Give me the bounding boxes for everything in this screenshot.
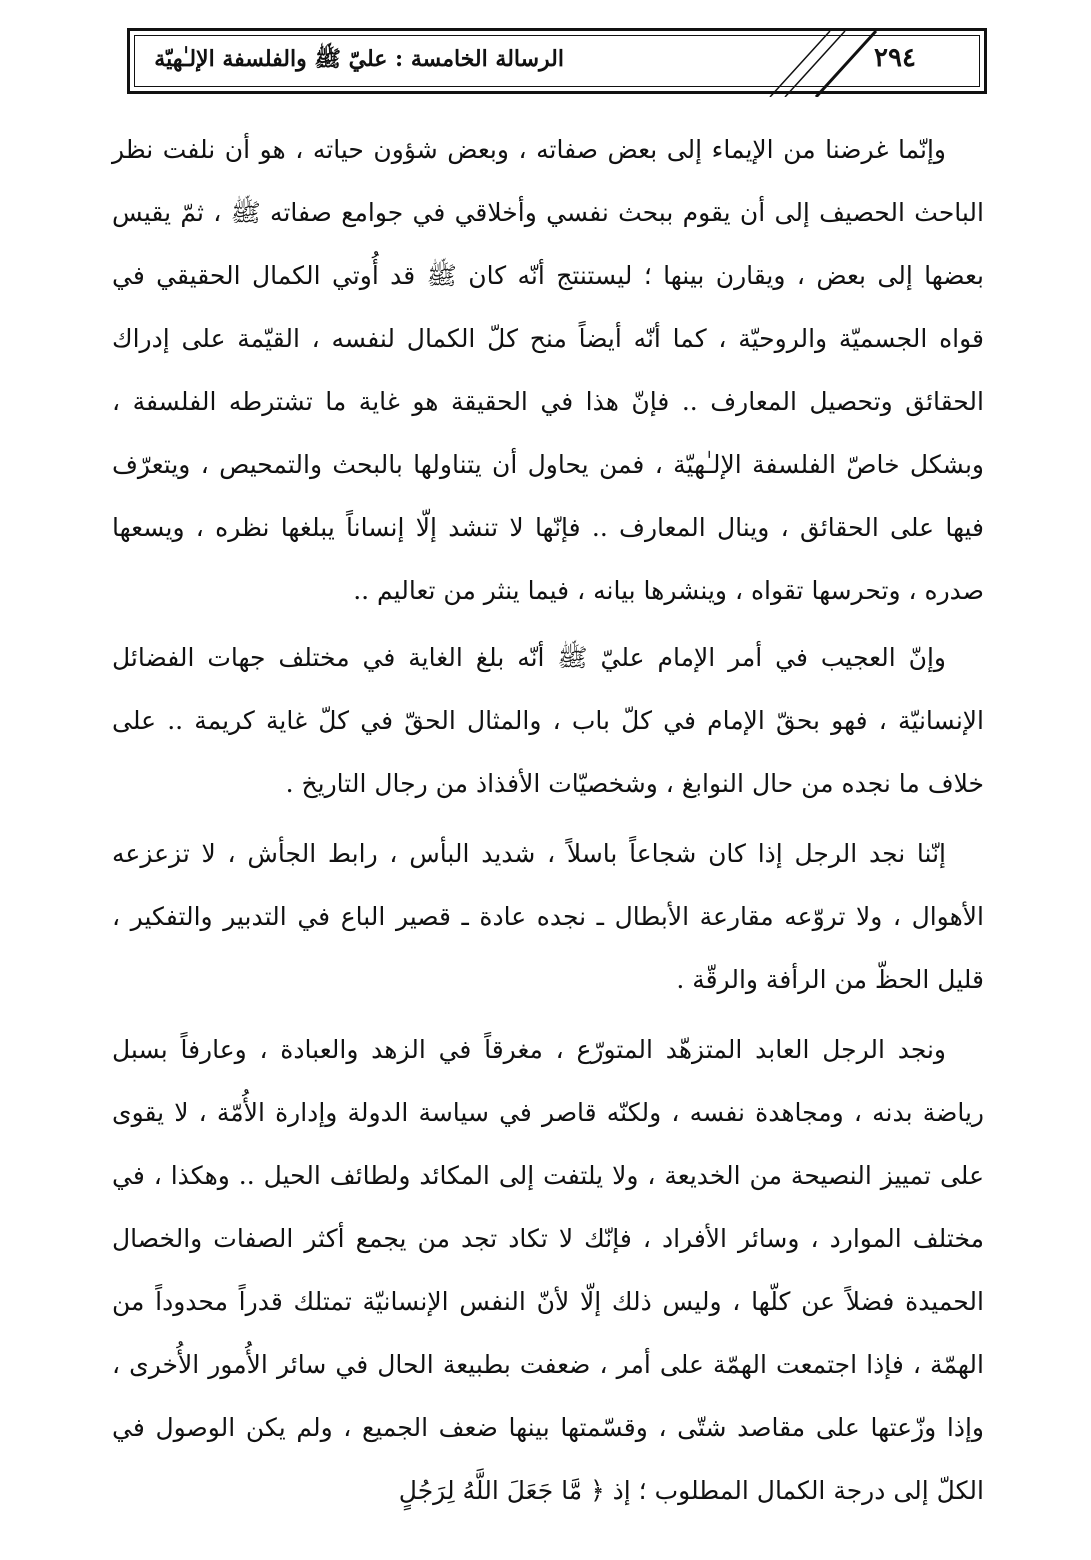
page-number: ٢٩٤ — [874, 43, 916, 73]
running-header — [127, 28, 987, 94]
paragraph-4: ونجد الرجل العابد المتزهّد المتورّع ، مغرقاً في الزهد والعبادة ، وعارفاً بسبل رياضة بدنه ، ومجاهدة نفسه ، ولكنّه قاصر في سياسة الدولة وإدارة الأُمّة ، لا يقوى على تمييز النصيحة من الخديعة ، ولا يلتفت إلى المكائد ولطائف الحيل .. وهكذا ، في مختلف الموارد ، وسائر الأفراد ، فإنّك لا تكاد تجد من يجمع أكثر الصفات والخصال الحميدة فضلاً عن كلّها ، وليس ذلك إلّا لأنّ النفس الإنسانيّة تمتلك قدراً محدوداً من الهمّة ، فإذا اجتمعت الهمّة على أمر ، ضعفت بطبيعة الحال في سائر الأُمور الأُخرى ، وإذا وزّعتها على مقاصد شتّى ، وقسّمتها بينها ضعف الجميع ، ولم يكن الوصول في الكلّ إلى درجة الكمال المطلوب ؛ إذ ﴿ مَّا جَعَلَ اللَّهُ لِرَجُلٍ — [112, 1035, 984, 1505]
chapter-title: الرسالة الخامسة : عليّ ﷺ والفلسفة الإلـٰهيّة — [154, 46, 564, 72]
paragraph-2: وإنّ العجيب في أمر الإمام عليّ ﷺ أنّه بلغ الغاية في مختلف جهات الفضائل الإنسانيّة ، فهو بحقّ الإمام في كلّ باب ، والمثال الحقّ في كلّ غاية كريمة .. على خلاف ما نجده من حال النوابغ ، وشخصيّات الأفذاذ من رجال التاريخ . — [112, 643, 984, 798]
paragraph-1: وإنّما غرضنا من الإيماء إلى بعض صفاته ، وبعض شؤون حياته ، هو أن نلفت نظر الباحث الحصيف إلى أن يقوم ببحث نفسي وأخلاقي في جوامع صفاته ﷺ ، ثمّ يقيس بعضها إلى بعض ، ويقارن بينها ؛ ليستنتج أنّه كان ﷺ قد أُوتي الكمال الحقيقي في قواه الجسميّة والروحيّة ، كما أنّه أيضاً منح كلّ الكمال لنفسه ، القيّمة على إدراك الحقائق وتحصيل المعارف .. فإنّ هذا في الحقيقة هو غاية ما تشترطه الفلسفة ، وبشكل خاصّ الفلسفة الإلـٰهيّة ، فمن يحاول أن يتناولها بالبحث والتمحيص ، ويتعرّف فيها على الحقائق ، وينال المعارف .. فإنّها لا تنشد إلّا إنساناً يبلغها نظره ، ويسعها صدره ، وتحرسها تقواه ، وينشرها بيانه ، فيما ينثر من تعاليم .. — [112, 135, 984, 605]
paragraph-3: إنّنا نجد الرجل إذا كان شجاعاً باسلاً ، شديد البأس ، رابط الجأش ، لا تزعزعه الأهوال ، ولا تروّعه مقارعة الأبطال ـ نجده عادة ـ قصير الباع في التدبير والتفكير ، قليل الحظّ من الرأفة والرقّة . — [112, 839, 984, 994]
body-text — [112, 118, 984, 1529]
